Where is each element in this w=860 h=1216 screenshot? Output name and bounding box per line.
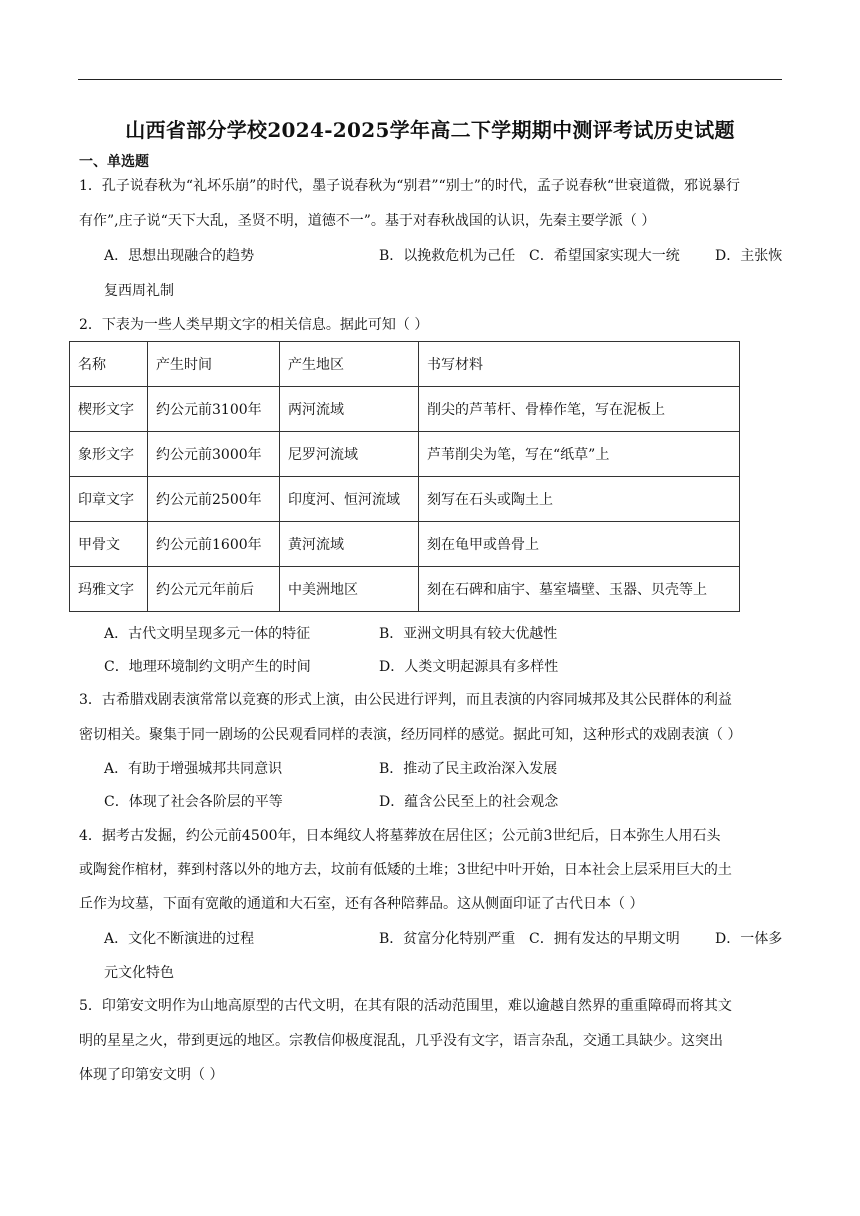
q4-option-d-continued: 元文化特色	[104, 965, 174, 981]
q3-option-c[interactable]: C．体现了社会各阶层的平等	[104, 794, 283, 810]
table-header-row	[70, 342, 740, 387]
table-cell: 约公元前3100年	[148, 387, 280, 432]
q5-stem-line1: 5．印第安文明作为山地高原型的古代文明，在其有限的活动范围里，难以逾越自然界的重重障碍而将其文	[79, 998, 732, 1014]
writing-systems-table	[69, 341, 740, 612]
q4-stem-line1: 4．据考古发掘，约公元前4500年，日本绳纹人将墓葬放在居住区；公元前3世纪后，日本弥生人用石头	[79, 828, 721, 844]
table-row	[70, 567, 740, 612]
table-cell: 约公元前1600年	[148, 522, 280, 567]
table-cell: 尼罗河流域	[280, 432, 419, 477]
table-row	[70, 522, 740, 567]
q1-stem-line1: 1．孔子说春秋为“礼坏乐崩”的时代，墨子说春秋为“别君”“别士”的时代，孟子说春秋“世衰道微，邪说暴行	[79, 178, 741, 194]
q3-stem-line1: 3．古希腊戏剧表演常常以竞赛的形式上演，由公民进行评判，而且表演的内容同城邦及其公民群体的利益	[79, 692, 732, 708]
q1-option-a[interactable]: A．思想出现融合的趋势	[104, 248, 255, 264]
table-cell: 刻在龟甲或兽骨上	[419, 522, 740, 567]
q5-stem-line3: 体现了印第安文明（ ）	[79, 1067, 224, 1083]
table-cell: 印度河、恒河流域	[280, 477, 419, 522]
q2-stem: 2．下表为一些人类早期文字的相关信息。据此可知（ ）	[79, 317, 429, 333]
table-cell: 象形文字	[70, 432, 148, 477]
table-cell: 甲骨文	[70, 522, 148, 567]
table-header-cell: 书写材料	[419, 342, 740, 387]
table-header-cell: 产生地区	[280, 342, 419, 387]
page-title: 山西省部分学校2024-2025学年高二下学期期中测评考试历史试题	[125, 118, 735, 142]
q4-option-a[interactable]: A．文化不断演进的过程	[104, 931, 255, 947]
q3-option-b[interactable]: B．推动了民主政治深入发展	[379, 761, 558, 777]
q1-option-b[interactable]: B．以挽救危机为己任	[379, 248, 516, 264]
q2-option-a[interactable]: A．古代文明呈现多元一体的特征	[104, 626, 311, 642]
q2-option-b[interactable]: B．亚洲文明具有较大优越性	[379, 626, 558, 642]
table-cell: 楔形文字	[70, 387, 148, 432]
table-row	[70, 477, 740, 522]
q3-option-a[interactable]: A．有助于增强城邦共同意识	[104, 761, 283, 777]
q5-stem-line2: 明的星星之火，带到更远的地区。宗教信仰极度混乱，几乎没有文字，语言杂乱，交通工具缺少。这突出	[79, 1033, 723, 1049]
q4-stem-line3: 丘作为坟墓，下面有宽敞的通道和大石室，还有各种陪葬品。这从侧面印证了古代日本（ ）	[79, 896, 644, 912]
table-cell: 约公元前2500年	[148, 477, 280, 522]
table-cell: 玛雅文字	[70, 567, 148, 612]
q1-option-d[interactable]: D．主张恢	[715, 248, 783, 264]
table-row	[70, 387, 740, 432]
q2-option-c[interactable]: C．地理环境制约文明产生的时间	[104, 659, 311, 675]
table-cell: 刻写在石头或陶土上	[419, 477, 740, 522]
table-cell: 约公元前3000年	[148, 432, 280, 477]
q1-option-d-continued: 复西周礼制	[104, 283, 174, 299]
table-header-cell: 产生时间	[148, 342, 280, 387]
q1-option-c[interactable]: C．希望国家实现大一统	[529, 248, 680, 264]
table-row	[70, 432, 740, 477]
header-rule	[78, 79, 782, 80]
table-cell: 削尖的芦苇杆、骨棒作笔，写在泥板上	[419, 387, 740, 432]
table-cell: 约公元元年前后	[148, 567, 280, 612]
table-cell: 芦苇削尖为笔，写在“纸草”上	[419, 432, 740, 477]
q4-stem-line2: 或陶瓮作棺材，葬到村落以外的地方去，坟前有低矮的土堆；3世纪中叶开始，日本社会上层采用巨大的土	[79, 862, 732, 878]
section-heading: 一、单选题	[79, 154, 149, 170]
table-cell: 中美洲地区	[280, 567, 419, 612]
q1-stem-line2: 有作”,庄子说“天下大乱，圣贤不明，道德不一”。基于对春秋战国的认识，先秦主要学派（ ）	[79, 213, 656, 229]
table-cell: 两河流域	[280, 387, 419, 432]
q4-option-c[interactable]: C．拥有发达的早期文明	[529, 931, 680, 947]
q4-option-b[interactable]: B．贫富分化特别严重	[379, 931, 516, 947]
table-cell: 刻在石碑和庙宇、墓室墙壁、玉器、贝壳等上	[419, 567, 740, 612]
q4-option-d[interactable]: D．一体多	[715, 931, 783, 947]
table-cell: 印章文字	[70, 477, 148, 522]
q3-option-d[interactable]: D．蕴含公民至上的社会观念	[379, 794, 559, 810]
q2-option-d[interactable]: D．人类文明起源具有多样性	[379, 659, 559, 675]
table-cell: 黄河流域	[280, 522, 419, 567]
table-header-cell: 名称	[70, 342, 148, 387]
q3-stem-line2: 密切相关。聚集于同一剧场的公民观看同样的表演，经历同样的感觉。据此可知，这种形式的戏剧表演（ ）	[79, 727, 742, 743]
